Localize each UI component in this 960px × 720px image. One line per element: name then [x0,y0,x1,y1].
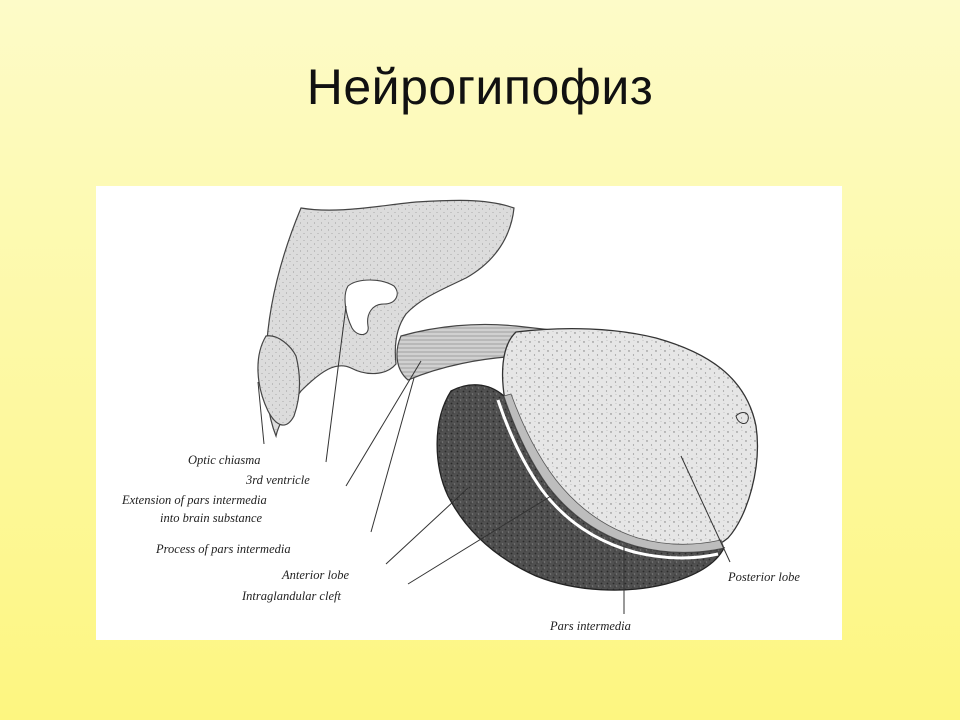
label-third-ventricle: 3rd ventricle [246,473,310,487]
leader-anterior-lobe [386,488,468,564]
label-extension-line2: into brain substance [160,511,263,525]
label-extension-line1: Extension of pars intermedia [122,493,267,507]
label-posterior-lobe: Posterior lobe [728,570,800,584]
label-pars-intermedia: Pars intermedia [550,619,631,633]
pituitary-figure [96,186,842,640]
leader-process [371,378,414,532]
label-process-pars-intermedia: Process of pars intermedia [156,542,291,556]
label-intraglandular-cleft: Intraglandular cleft [242,589,341,603]
leader-extension [346,361,421,486]
pituitary-diagram [96,186,842,640]
slide-title: Нейрогипофиз [306,59,654,115]
label-optic-chiasma: Optic chiasma [188,453,261,467]
label-anterior-lobe: Anterior lobe [282,568,350,582]
